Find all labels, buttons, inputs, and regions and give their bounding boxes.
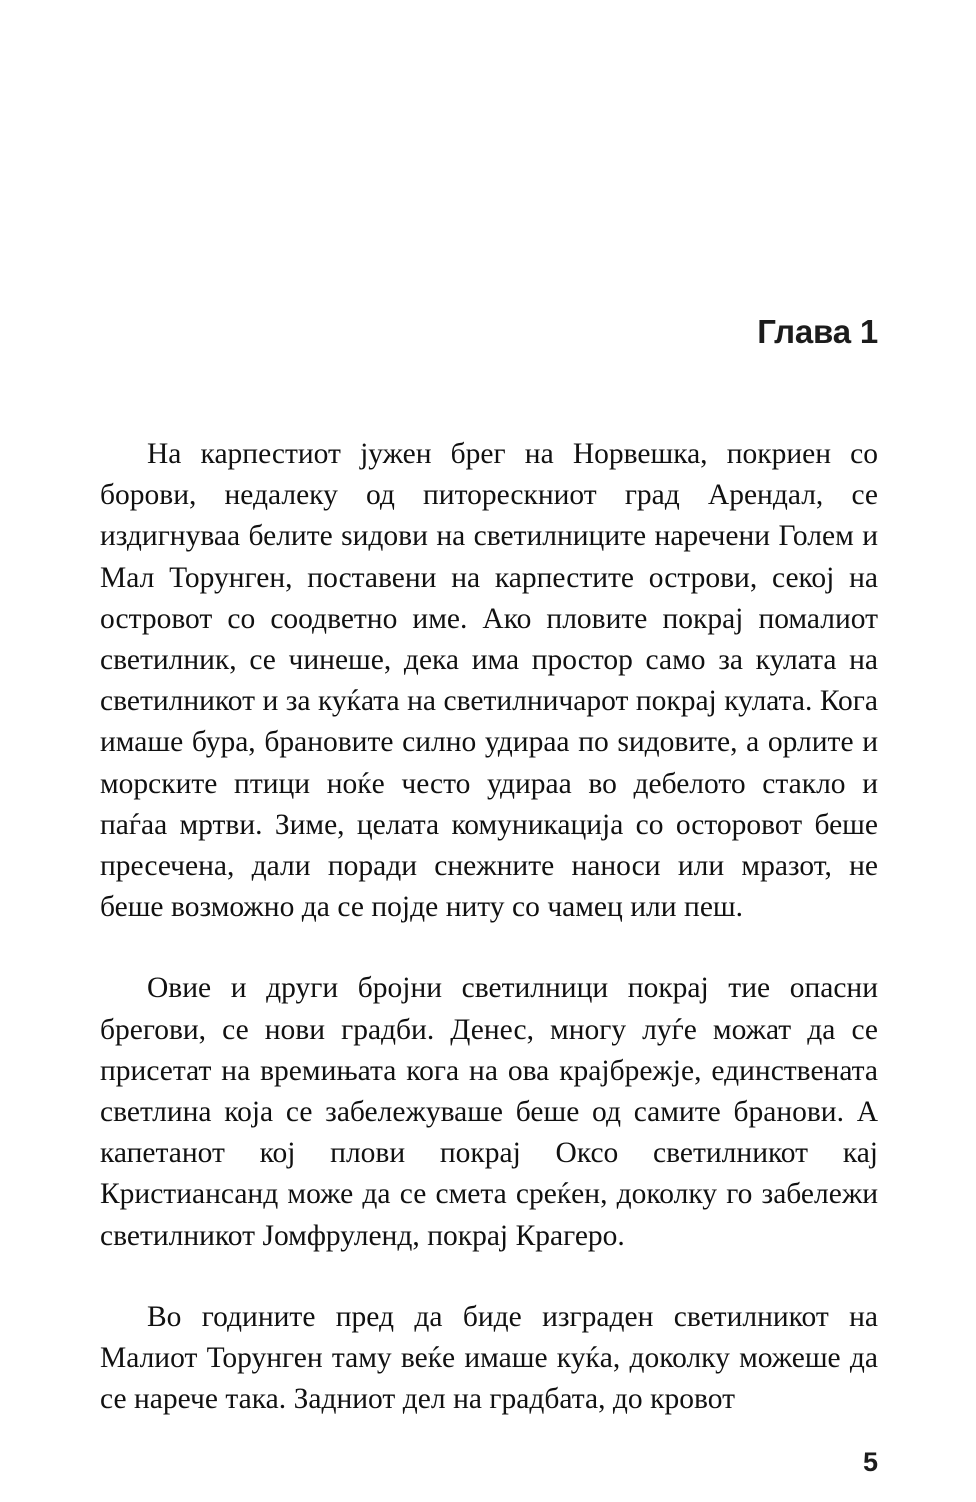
body-paragraph: Овие и други бројни светилници покрај тие опасни брегови, се нови градби. Денес, многу луѓе можат да се присетат на времињата кога на ова крајбрежје, единствената светлина која се забележуваше беше од самите бранови. А капетанот кој плови покрај Оксо светилникот кај Кристиансанд може да се смета среќен, доколку го забележи светилникот Јомфруленд, покрај Крагеро. <box>100 972 878 1252</box>
body-paragraph: На карпестиот јужен брег на Норвешка, покриен со борови, недалеку од питорескниот град Арендал, се издигнуваа белите ѕидови на светилниците наречени Голем и Мал Торунген, поставени на карпестите острови, секој на островот со соодветно име. Ако пловите покрај помалиот светилник, се чинеше, дека има простор само за кулата на светилникот и за куќата на светилничарот покрај кулата. Кога имаше бура, брановите силно удираа по ѕидовите, а орлите и морските птици ноќе често удираа во дебелото стакло и паѓаа мртви. Зиме, целата комуникација со осторовот беше пресечена, дали поради снежните наноси или мразот, не беше возможно да се појде ниту со чамец или пеш. <box>100 438 878 924</box>
chapter-heading: Глава 1 <box>757 313 878 350</box>
body-text-column <box>100 434 878 1420</box>
page-number: 5 <box>862 1447 878 1477</box>
body-paragraph: Во годините пред да биде изграден светилникот на Малиот Торунген таму веќе имаше куќа, доколку можеше да се наречe така. Задниот дел на градбата, до кровот <box>100 1300 878 1416</box>
